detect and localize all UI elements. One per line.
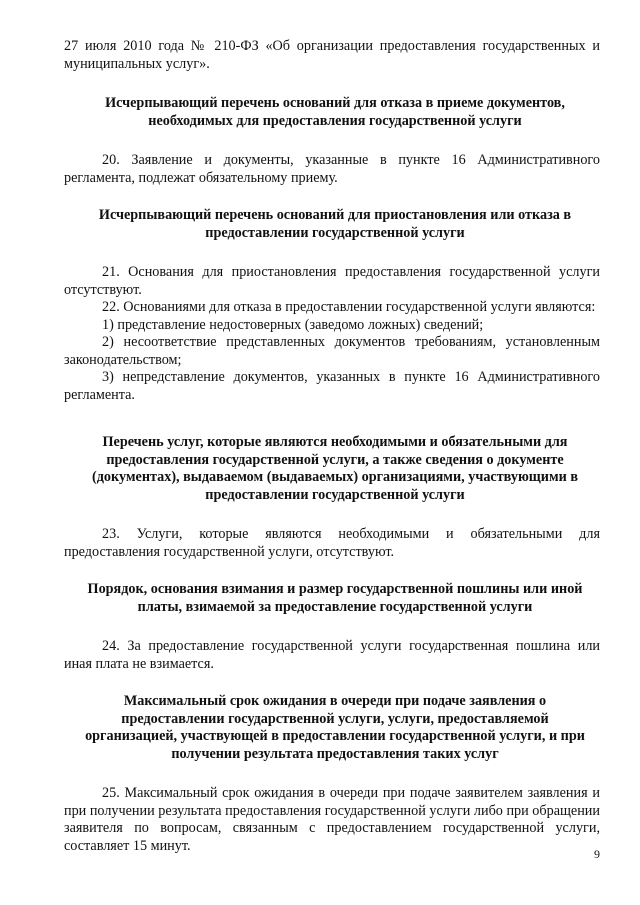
- paragraph-22: 22. Основаниями для отказа в предоставлении государственной услуги являются:: [102, 299, 596, 315]
- paragraph-24: 24. За предоставление государственной услуги государственная пошлина или иная плата не взимается.: [64, 638, 600, 672]
- paragraph-20: 20. Заявление и документы, указанные в пункте 16 Административного регламента, подлежат обязательному приему.: [64, 152, 600, 186]
- list-item-1: 1) представление недостоверных (заведомо ложных) сведений;: [102, 316, 484, 333]
- list-item-2: 2) несоответствие представленных документов требованиям, установленным законодательством;: [64, 334, 600, 368]
- section-heading-queue-time: Максимальный срок ожидания в очереди при подаче заявления о предоставлении государственной услуги, услуги, предоставляемой организацией, участвующей в предоставлении государственной услуги, и при получении результата предоставления таких услуг: [85, 693, 585, 762]
- list-item-3: 3) непредставление документов, указанных в пункте 16 Административного регламента.: [64, 369, 600, 403]
- section-heading-suspension-refusal: Исчерпывающий перечень оснований для приостановления или отказа в предоставлении государственной услуги: [98, 207, 572, 241]
- section-heading-required-services: Перечень услуг, которые являются необходимыми и обязательными для предоставления государственной услуги, а также сведения о документе (документах), выдаваемом (выдаваемых) организациями, участвующими в предоставлении государственной услуги: [91, 434, 578, 503]
- page-number: 9: [594, 847, 600, 861]
- section-heading-refusal-acceptance: Исчерпывающий перечень оснований для отказа в приеме документов, необходимых для предоставления государственной услуги: [105, 95, 565, 129]
- paragraph-25: 25. Максимальный срок ожидания в очереди при подаче заявителем заявления и при получении результата предоставления государственной услуги либо при обращении заявителя по вопросам, связанным с предоставлением государственной услуги, составляет 15 минут.: [64, 785, 600, 854]
- section-heading-state-fee: Порядок, основания взимания и размер государственной пошлины или иной платы, взимаемой за предоставление государственной услуги: [87, 581, 583, 615]
- paragraph-21: 21. Основания для приостановления предоставления государственной услуги отсутствуют.: [64, 264, 600, 298]
- intro-text: 27 июля 2010 года № 210-ФЗ «Об организации предоставления государственных и муниципальных услуг».: [64, 38, 600, 72]
- paragraph-23: 23. Услуги, которые являются необходимыми и обязательными для предоставления государственной услуги, отсутствуют.: [64, 526, 600, 560]
